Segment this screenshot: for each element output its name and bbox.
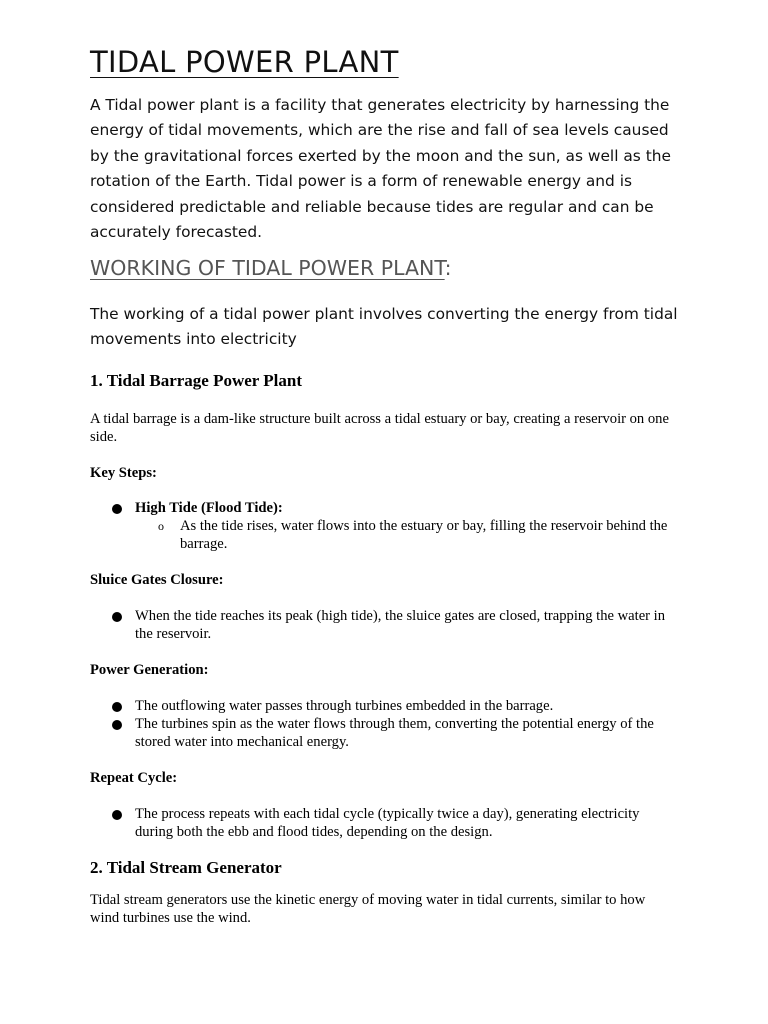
list-item bbox=[90, 697, 680, 715]
high-tide-sublist bbox=[135, 517, 680, 553]
repeat-cycle-label: Repeat Cycle: bbox=[90, 770, 178, 786]
bullet-icon bbox=[112, 612, 122, 622]
stream-description: Tidal stream generators use the kinetic energy of moving water in tidal currents, similar to how wind turbines use the wind. bbox=[90, 892, 646, 926]
document-title: TIDAL POWER PLANT bbox=[90, 45, 399, 79]
bullet-icon bbox=[112, 702, 122, 712]
power-generation-item: The turbines spin as the water flows through them, converting the potential energy of the stored water into mechanical energy. bbox=[135, 716, 654, 750]
power-generation-item: The outflowing water passes through turbines embedded in the barrage. bbox=[135, 698, 554, 714]
bullet-icon bbox=[112, 504, 122, 514]
high-tide-list bbox=[90, 499, 680, 553]
high-tide-label: High Tide (Flood Tide): bbox=[135, 500, 283, 516]
repeat-cycle-item: The process repeats with each tidal cycle (typically twice a day), generating electricity during both the ebb and flood tides, depending on the design. bbox=[135, 806, 640, 840]
power-generation-label: Power Generation: bbox=[90, 662, 209, 678]
power-generation-list bbox=[90, 697, 680, 751]
bullet-icon bbox=[112, 720, 122, 730]
sluice-gates-label: Sluice Gates Closure: bbox=[90, 572, 224, 588]
barrage-heading: 1. Tidal Barrage Power Plant bbox=[90, 371, 303, 390]
list-item bbox=[90, 715, 680, 751]
list-item bbox=[90, 499, 680, 553]
barrage-description: A tidal barrage is a dam-like structure built across a tidal estuary or bay, creating a reservoir on one side. bbox=[90, 411, 669, 445]
working-paragraph: The working of a tidal power plant involves converting the energy from tidal movements into electricity bbox=[90, 305, 678, 349]
high-tide-sub-item: As the tide rises, water flows into the estuary or bay, filling the reservoir behind the barrage. bbox=[180, 518, 668, 552]
working-heading bbox=[90, 256, 452, 280]
working-heading-colon: : bbox=[444, 256, 452, 280]
sluice-gates-list bbox=[90, 607, 680, 643]
sluice-gates-item: When the tide reaches its peak (high tide), the sluice gates are closed, trapping the water in the reservoir. bbox=[135, 608, 666, 642]
working-heading-text: WORKING OF TIDAL POWER PLANT bbox=[90, 256, 445, 280]
bullet-icon bbox=[112, 810, 122, 820]
key-steps-label: Key Steps: bbox=[90, 465, 157, 481]
stream-heading: 2. Tidal Stream Generator bbox=[90, 858, 282, 877]
list-item bbox=[135, 517, 680, 553]
intro-paragraph: A Tidal power plant is a facility that generates electricity by harnessing the energy of tidal movements, which are the rise and fall of sea levels caused by the gravitational forces exerted by the moon and the sun, as well as the rotation of the Earth. Tidal power is a form of renewable energy and is considered predictable and reliable because tides are regular and can be accurately forecasted. bbox=[90, 96, 671, 242]
list-item bbox=[90, 607, 680, 643]
repeat-cycle-list bbox=[90, 805, 680, 841]
list-item bbox=[90, 805, 680, 841]
sub-bullet-icon: o bbox=[158, 519, 164, 533]
